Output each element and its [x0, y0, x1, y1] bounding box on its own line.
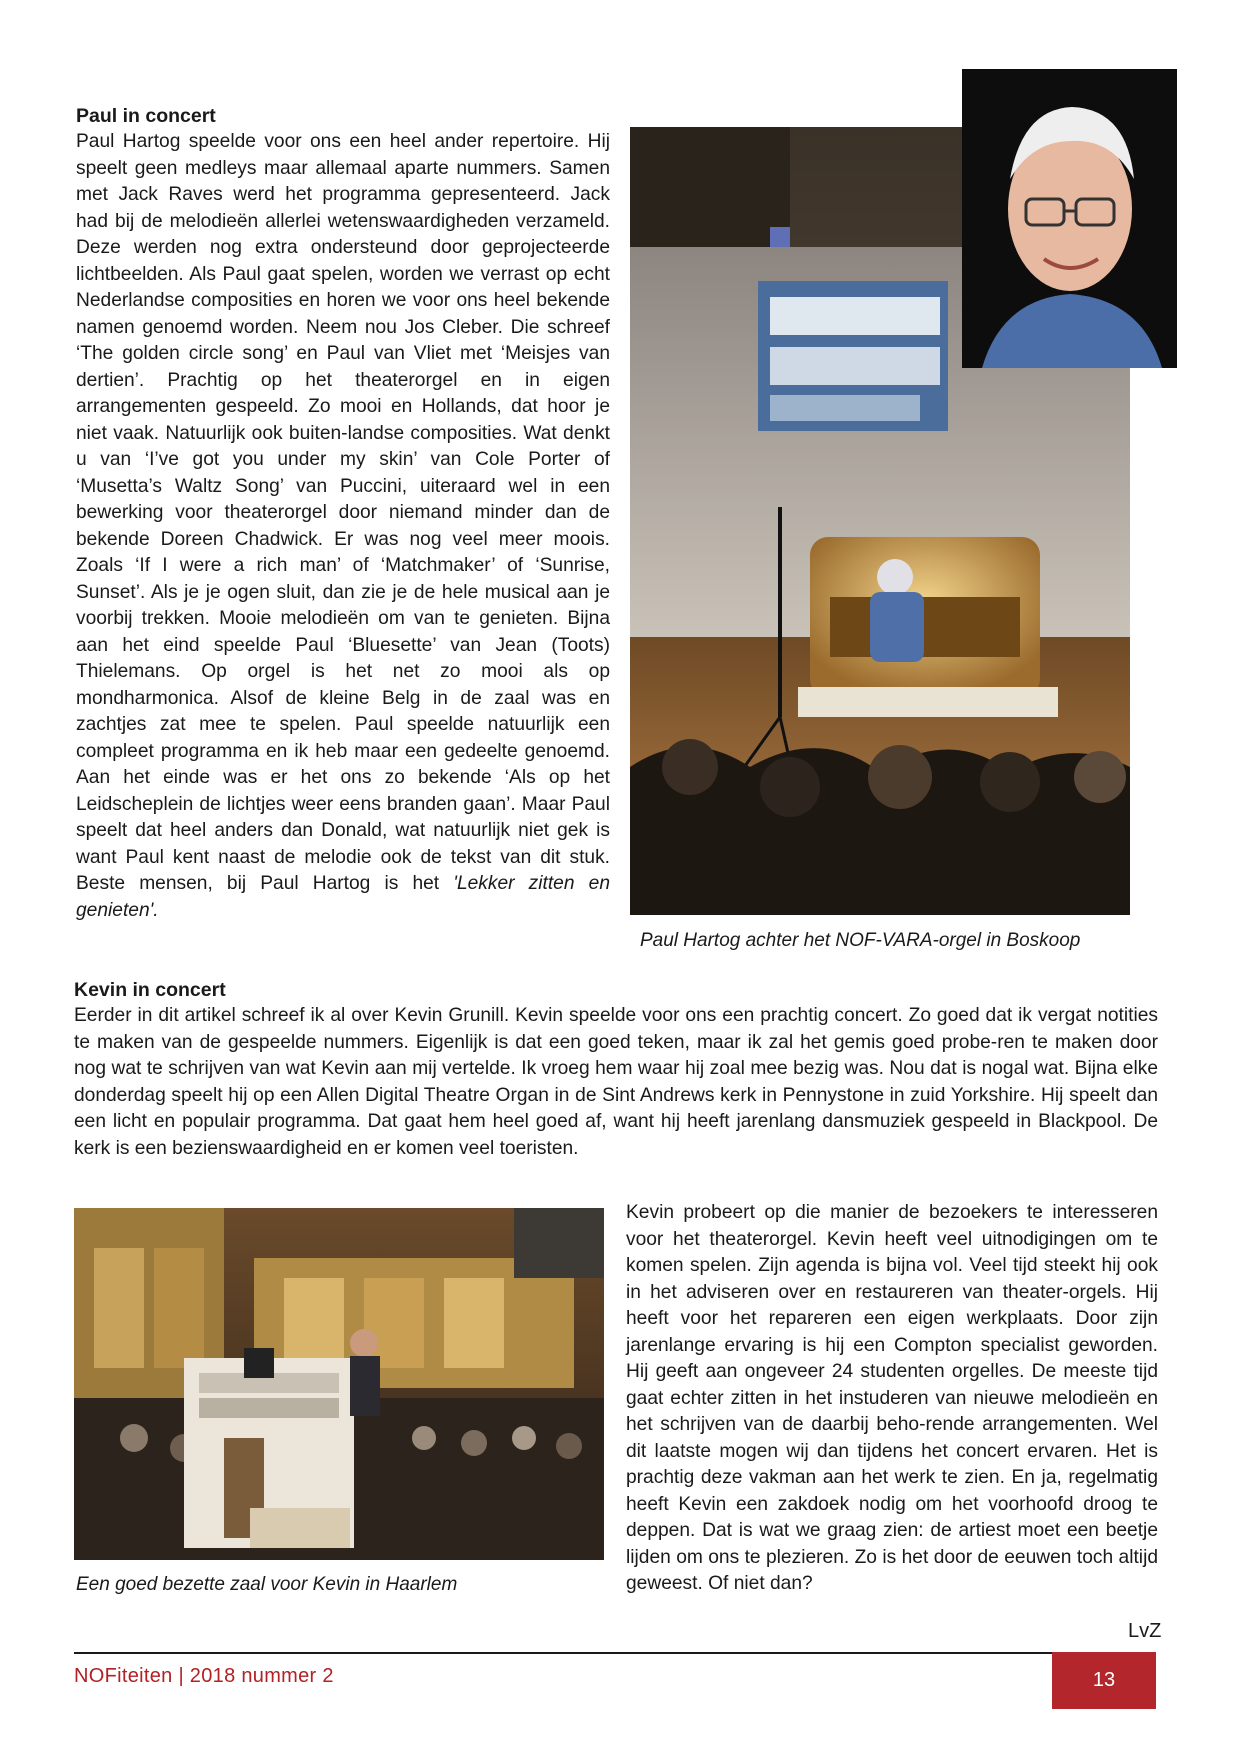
paul-body-text [76, 129, 610, 924]
page-number: 13 [1052, 1652, 1156, 1709]
portrait-paul-hartog [962, 69, 1177, 368]
paul-body-emphasis: 'Lekker zitten en genieten'. [76, 873, 610, 921]
author-initials: LvZ [1128, 1620, 1162, 1642]
section-kevin-continued [626, 1200, 1158, 1598]
portrait-graphic [962, 69, 1177, 368]
section-paul-text [76, 103, 610, 924]
kevin-photo-haarlem [74, 1208, 604, 1560]
paul-body: Paul Hartog speelde voor ons een heel ander repertoire. Hij speelt geen medleys maar allemaal aparte nummers. Samen met Jack Raves werd het programma gepresenteerd. Jack had bij de melodieën allerlei wetenswaardigheden verzameld. Deze werden nog extra ondersteund door geprojecteerde lichtbeelden. Als Paul gaat spelen, worden we verrast op echt Nederlandse composities en horen we voor ons heel bekende namen genoemd worden. Neem nou Jos Cleber. Die schreef ‘The golden circle song’ en Paul van Vliet met ‘Meisjes van dertien’. Prachtig op het theaterorgel en in eigen arrangementen gespeeld. Zo mooi en Hollands, dat hoor je niet vaak. Natuurlijk ook buiten-landse composities. Wat denkt u van ‘I’ve got you under my skin’ van Cole Porter of ‘Musetta’s Waltz Song’ van Puccini, uiteraard wel in een bewerking voor theaterorgel door niemand minder dan de bekende Doreen Chadwick. Er was nog veel meer moois. Zoals ‘If I were a rich man’ of ‘Matchmaker’ of ‘Sunrise, Sunset’. Als je je ogen sluit, dan zie je de hele musical aan je voorbij trekken. Mooie melodieën om van te genieten. Bijna aan het eind speelde Paul ‘Bluesette’ van Jean (Toots) Thielemans. Op orgel is het net zo mooi als op mondharmonica. Alsof de kleine Belg in de zaal was en zachtjes zat mee te spelen. Paul speelde natuurlijk een compleet programma en ik heb maar een gedeelte genoemd. Aan het einde was er het ons zo bekende ‘Als op het Leidscheplein de lichtjes weer eens branden gaan’. Maar Paul speelt dat heel anders dan Donald, wat natuurlijk niet gek is want Paul kent naast de melodie ook de tekst van dit stuk. Beste mensen, bij Paul Hartog is het [76, 131, 610, 894]
footer-rule [74, 1652, 1156, 1654]
kevin-intro-text: Eerder in dit artikel schreef ik al over Kevin Grunill. Kevin speelde voor ons een prachtig concert. Zo goed dat ik vergat notities te maken van de gespeelde nummers. Eigenlijk is dat een goed teken, maar ik zal het gemis goed probe-ren te maken door nog wat te schrijven van wat Kevin aan mij vertelde. Ik vroeg hem waar hij zoal mee bezig was. Nou dat is nogal wat. Bijna elke donderdag speelt hij op een Allen Digital Theatre Organ in de Sint Andrews kerk in Pennystone in zuid Yorkshire. Hij speelt dan een licht en populair programma. Dat gaat hem heel goed af, want hij heeft jarenlang dansmuziek gespeeld in Blackpool. De kerk is een bezienswaardigheid en er komen veel toeristen. [74, 1005, 1158, 1159]
kevin-photo-graphic [74, 1208, 604, 1560]
heading-paul-in-concert: Paul in concert [76, 105, 216, 127]
section-kevin-intro [74, 977, 1158, 1162]
footer-publication: NOFiteiten | 2018 nummer 2 [74, 1665, 334, 1687]
caption-paul-photo: Paul Hartog achter het NOF-VARA-orgel in Boskoop [640, 930, 1081, 951]
kevin-continued-text: Kevin probeert op die manier de bezoekers te interesseren voor het theaterorgel. Kevin heeft veel uitnodigingen om te komen spelen. Zijn agenda is bijna vol. Veel tijd steekt hij ook in het adviseren over en restaureren van theater-orgels. Hij heeft voor het repareren een eigen werkplaats. Door zijn jarenlange ervaring is hij een Compton specialist geworden. Hij geeft aan ongeveer 24 studenten orgelles. De meeste tijd gaat echter zitten in het instuderen van nieuwe melodieën en het schrijven van de daarbij beho-rende arrangementen. Wel dit laatste mogen wij dan tijdens het concert ervaren. Het is prachtig deze vakman aan het werk te zien. En ja, regelmatig heeft Kevin een zakdoek nodig om het voorhoofd droog te deppen. Dat is wat we graag zien: de artiest moet een beetje lijden om ons te plezieren. Zo is het door de eeuwen toch altijd geweest. Of niet dan? [626, 1202, 1158, 1594]
heading-kevin-in-concert: Kevin in concert [74, 979, 226, 1001]
caption-kevin-photo: Een goed bezette zaal voor Kevin in Haarlem [76, 1574, 458, 1595]
